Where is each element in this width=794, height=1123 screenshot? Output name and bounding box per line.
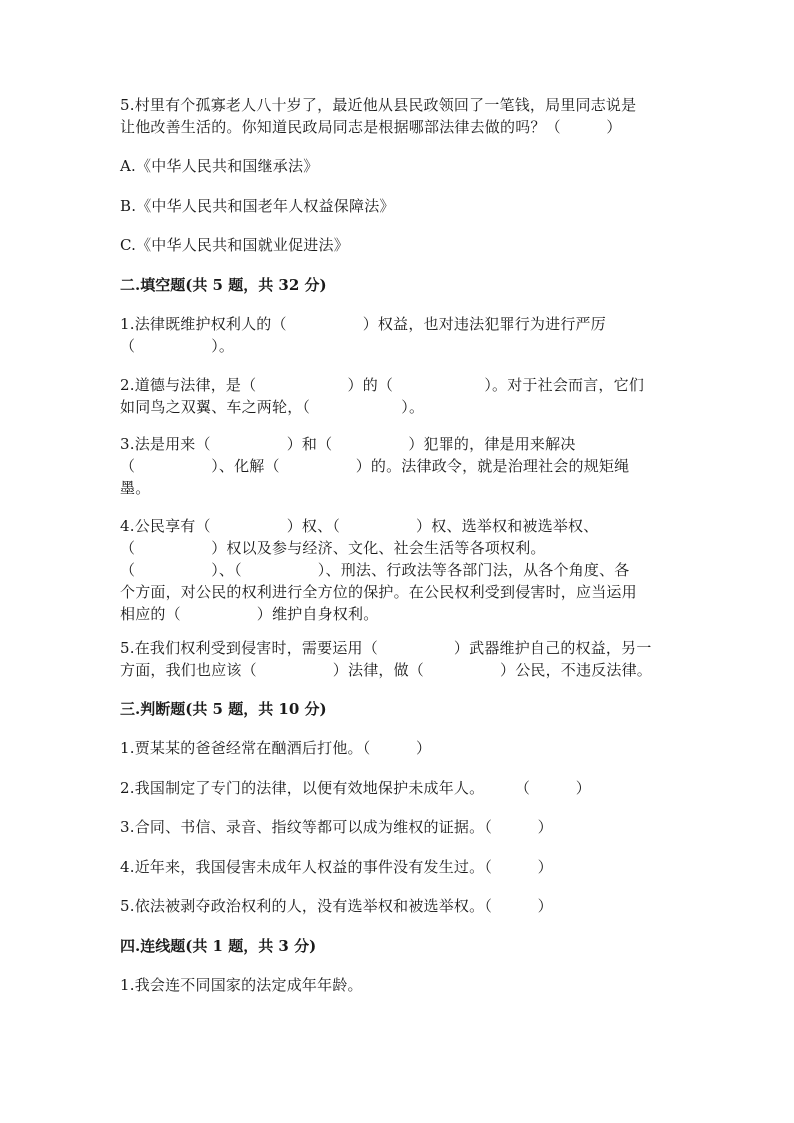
matching-question-1: 1.我会连不同国家的法定成年年龄。 bbox=[120, 976, 363, 994]
judge-question-3: 3.合同、书信、录音、指纹等都可以成为维权的证据。（ ） bbox=[120, 818, 553, 836]
choice-option-c: C.《中华人民共和国就业促进法》 bbox=[120, 236, 349, 254]
choice-question-5: 5.村里有个孤寡老人八十岁了，最近他从县民政领回了一笔钱，局里同志说是 让他改善生活的。你知道民政局同志是根据哪部法律去做的吗？（ ） bbox=[120, 96, 637, 136]
choice-option-b: B.《中华人民共和国老年人权益保障法》 bbox=[120, 197, 395, 215]
judge-question-2: 2.我国制定了专门的法律，以便有效地保护未成年人。 （ ） bbox=[120, 779, 591, 797]
fill-question-3: 3.法是用来（ ）和（ ）犯罪的，律是用来解决 （ ）、化解（ ）的。法律政令，就是治理社会的规矩绳 墨。 bbox=[120, 435, 630, 497]
judge-question-1: 1.贾某某的爸爸经常在酗酒后打他。（ ） bbox=[120, 739, 432, 757]
section-heading-fill-in: 二.填空题(共 5 题，共 32 分) bbox=[120, 276, 327, 294]
fill-question-2: 2.道德与法律，是（ ）的（ ）。对于社会而言，它们 如同鸟之双翼、车之两轮，（ ）。 bbox=[120, 376, 645, 416]
fill-question-1: 1.法律既维护权利人的（ ）权益，也对违法犯罪行为进行严厉 （ ）。 bbox=[120, 315, 606, 355]
fill-question-4: 4.公民享有（ ）权、（ ）权、选举权和被选举权、 （ ）权以及参与经济、文化、社会生活等各项权利。 （ ）、（ ）、刑法、行政法等各部门法，从各个角度、各 个方面，对公民的权利进行全方位的保护。在公民权利受到侵害时，应当运用 相应的（ ）维护自身权利。 bbox=[120, 517, 637, 623]
fill-question-5: 5.在我们权利受到侵害时，需要运用（ ）武器维护自己的权益，另一 方面，我们也应该（ ）法律，做（ ）公民，不违反法律。 bbox=[120, 639, 653, 679]
judge-question-4: 4.近年来，我国侵害未成年人权益的事件没有发生过。（ ） bbox=[120, 858, 553, 876]
section-heading-judge: 三.判断题(共 5 题，共 10 分) bbox=[120, 700, 327, 718]
choice-option-a: A.《中华人民共和国继承法》 bbox=[120, 157, 319, 175]
section-heading-matching: 四.连线题(共 1 题，共 3 分) bbox=[120, 937, 317, 955]
judge-question-5: 5.依法被剥夺政治权利的人，没有选举权和被选举权。（ ） bbox=[120, 897, 553, 915]
